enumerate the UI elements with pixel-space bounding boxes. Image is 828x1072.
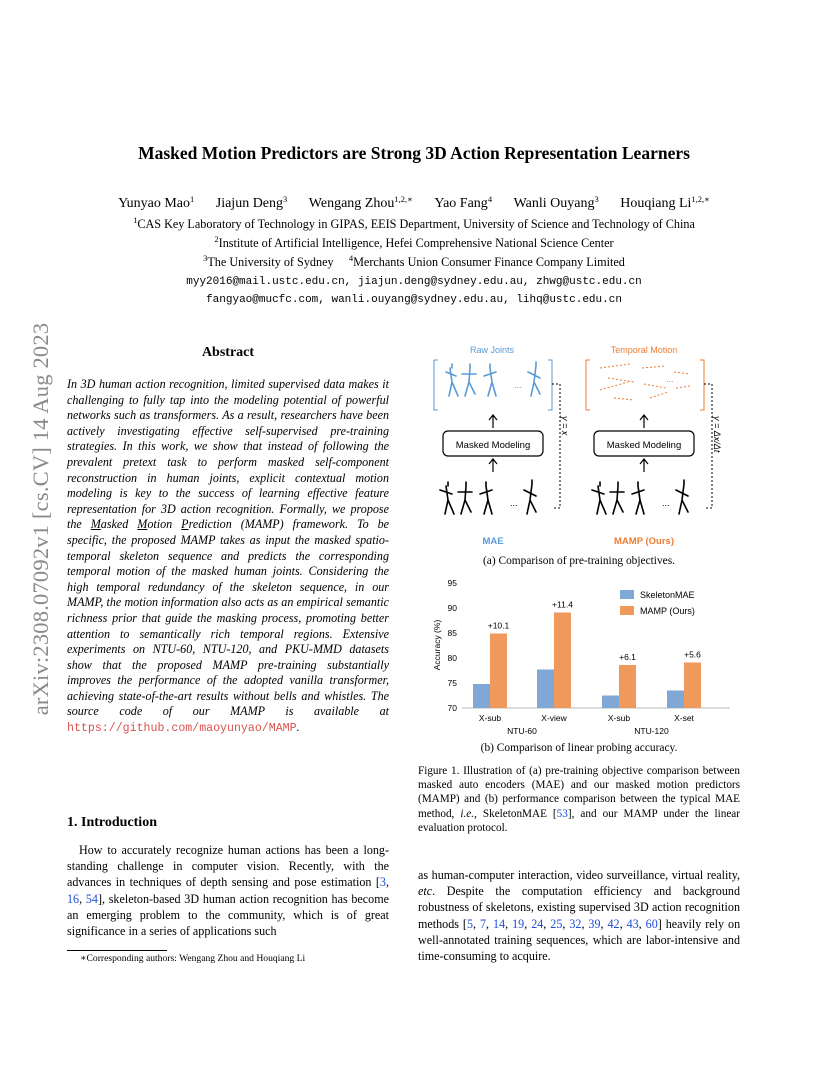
abstract-body: In 3D human action recognition, limited supervised data makes it challenging to fully tap into the modeling potential of powerful networks such as transformers. As a result, researchers have been actively investigating effective self-supervised pre-training strategies. In this work, we show that instead of following the prevalent pretext task to perform masked self-component reconstruction in human joints, explicit contextual motion modeling is key to the success of learning effective feature representation for 3D action recognition. Formally, we propose the Masked Motion Prediction (MAMP) framework. To be specific, the proposed MAMP takes as input the masked spatio-temporal skeleton sequence and predicts the corresponding temporal motion of the masked human joints. Considering the high temporal redundancy of the skeleton sequence, in our MAMP, the motion information also acts as an empirical semantic richness prior that guide the masking process, promoting better attention to semantically rich temporal regions. Extensive experiments on NTU-60, NTU-120, and PKU-MMD datasets show that the proposed MAMP pre-training substantially improves the performance of the adopted vanilla transformer, achieving state-of-the-art results without bells and whistles. The source code of our MAMP is available at https://github.com/maoyunyao/MAMP. [67, 377, 390, 736]
equation-right: y = Δx/Δt [712, 416, 722, 453]
y-tick-label: 90 [447, 603, 457, 613]
subcaption-b: (b) Comparison of linear probing accuracy. [480, 742, 678, 754]
paper-title: Masked Motion Predictors are Strong 3D Action Representation Learners [138, 143, 690, 163]
bar-skeletonmae [473, 684, 490, 708]
up-arrow-icon [640, 459, 648, 472]
masked-modeling-label: Masked Modeling [606, 440, 682, 451]
x-tick-label: X-view [541, 713, 567, 723]
citation[interactable]: 5 [466, 916, 474, 931]
x-tick-label: X-sub [478, 713, 502, 723]
legend-label: SkeletonMAE [640, 590, 695, 600]
y-axis-ticks [448, 578, 458, 713]
intro-paragraph: How to accurately recognize human actions has been a long-standing challenge in computer vision. Recently, with the advances in techniques of depth sensing and pose estimation [3, 16, 54], skeleton-based 3D human action recognition has become an emerging problem to the community, which is of great significance in a series of applications such [67, 843, 389, 939]
ellipsis: ... [510, 498, 518, 508]
citation[interactable]: 14 [493, 916, 506, 931]
x-group-label: NTU-60 [507, 726, 537, 736]
x-axis-groups [507, 726, 669, 736]
gain-annotation: +11.4 [552, 599, 573, 610]
intro-paragraph-continued: as human-computer interaction, video surveillance, virtual reality, etc. Despite the computation efficiency and background robustness of skeletons, existing supervised 3D action recognition methods [5, 7, 14, 19, 24, 25, 32, 39, 42, 43, 60] heavily rely on well-annotated training sequences, which are labor-intensive and time-consuming to acquire. [418, 868, 741, 964]
author: Yao Fang$^4$ [434, 194, 493, 211]
bar-skeletonmae [602, 696, 619, 709]
up-arrow-icon [489, 415, 497, 428]
bar-skeletonmae [667, 691, 684, 709]
raw-joints-target [434, 360, 552, 410]
y-axis-label: Accuracy (%) [432, 619, 442, 671]
up-arrow-icon [489, 459, 497, 472]
author: Houqiang $Li^{1,2,∗}$ [620, 194, 710, 211]
gain-annotation: +10.1 [487, 620, 510, 631]
bar-mamp [490, 634, 507, 709]
legend-swatch-skeletonmae [620, 590, 634, 599]
masked-modeling-label: Masked Modeling [455, 440, 531, 451]
ellipsis: ... [662, 498, 670, 508]
author: Wengang Zhou$^{1,2,∗}$ [308, 194, 413, 211]
citation[interactable]: 53 [556, 807, 568, 820]
mamp-label: MAMP (Ours) [614, 536, 674, 547]
affiliation-3-4: $^3$The University of Sydney $^4$Merchants Union Consumer Finance Company Limited [203, 253, 625, 269]
bar-skeletonmae [537, 670, 554, 709]
citation[interactable]: 25 [550, 916, 563, 931]
equation-left: y = x [560, 416, 570, 436]
y-tick-label: 85 [447, 628, 457, 638]
figure-1b-bar-chart [418, 573, 740, 738]
footnote-rule [67, 950, 167, 951]
citation[interactable]: 16 [67, 891, 80, 906]
affiliation-1: $^1$CAS Key Laboratory of Technology in GIPAS, EEIS Department, University of Science and Technology of China [133, 215, 695, 231]
ellipsis: ... [514, 380, 522, 390]
legend-label: MAMP (Ours) [640, 606, 695, 616]
dotted-link [552, 384, 560, 508]
y-tick-label: 80 [447, 653, 457, 663]
citation[interactable]: 60 [645, 916, 658, 931]
citation[interactable]: 39 [588, 916, 601, 931]
bar-mamp [619, 665, 636, 708]
citation[interactable]: 7 [480, 916, 487, 931]
gain-annotation: +6.1 [619, 652, 636, 662]
legend [620, 590, 695, 616]
citation-list: 5, 7, 14, 19, 24, 25, 32, 39, 42, 43, 60 [466, 916, 658, 931]
ellipsis: ... [666, 374, 674, 384]
bar-mamp [684, 663, 701, 709]
input-skeletons-left [440, 480, 536, 514]
x-group-label: NTU-120 [634, 726, 669, 736]
section-heading-introduction: 1. Introduction [67, 815, 157, 830]
code-link[interactable]: https://github.com/maoyunyao/MAMP [67, 722, 297, 736]
author: Wanli Ouyang$^3$ [513, 194, 599, 211]
citation[interactable]: 19 [512, 916, 525, 931]
arxiv-sidebar [21, 264, 61, 774]
gain-annotation: +5.6 [684, 649, 701, 660]
abstract-heading: Abstract [201, 345, 255, 360]
emails-line-2: fangyao@mucfc.com, wanli.ouyang@sydney.edu.au, lihq@ustc.edu.cn [206, 294, 622, 306]
temporal-motion-target [586, 360, 704, 410]
affiliation-2: $^2$Institute of Artificial Intelligence, Hefei Comprehensive National Science Center [214, 234, 614, 250]
author: Yunyao Mao$^1$ [118, 194, 195, 211]
legend-swatch-mamp [620, 606, 634, 615]
x-axis-categories [479, 713, 695, 723]
citation[interactable]: 43 [626, 916, 639, 931]
citation[interactable]: 24 [531, 916, 544, 931]
footnote: ∗Corresponding authors: Wengang Zhou and Houqiang Li [80, 953, 306, 964]
temporal-motion-label: Temporal Motion [610, 345, 678, 355]
citation[interactable]: 54 [85, 891, 98, 906]
emails-line-1: myy2016@mail.ustc.edu.cn, jiajun.deng@sydney.edu.au, zhwg@ustc.edu.cn [186, 276, 642, 288]
input-skeletons-right [592, 480, 688, 514]
arxiv-id: arXiv:2308.07092v1 [cs.CV] 14 Aug 2023 [28, 322, 53, 716]
y-tick-label: 75 [447, 678, 457, 688]
author-list [0, 196, 828, 212]
y-tick-label: 95 [447, 578, 457, 588]
figure-caption: Figure 1. Illustration of (a) pre-training objective comparison between masked auto encoders (MAE) and our masked motion predictors (MAMP) and (b) performance comparison between the typical MAE method, i.e., SkeletonMAE [53], and our MAMP under the linear evaluation protocol. [418, 765, 740, 834]
x-tick-label: X-set [674, 713, 694, 723]
dotted-link [704, 384, 712, 508]
raw-joints-label: Raw Joints [469, 345, 515, 355]
citation[interactable]: 3 [379, 875, 386, 890]
x-tick-label: X-sub [607, 713, 631, 723]
up-arrow-icon [640, 415, 648, 428]
citation[interactable]: 32 [569, 916, 582, 931]
y-tick-label: 70 [447, 703, 457, 713]
citation[interactable]: 42 [607, 916, 620, 931]
bar-mamp [554, 613, 571, 709]
author: Jiajun Deng$^3$ [215, 194, 288, 211]
figure-1a-diagram [418, 338, 740, 550]
mae-label: MAE [482, 536, 504, 547]
subcaption-a: (a) Comparison of pre-training objectives. [482, 555, 675, 567]
